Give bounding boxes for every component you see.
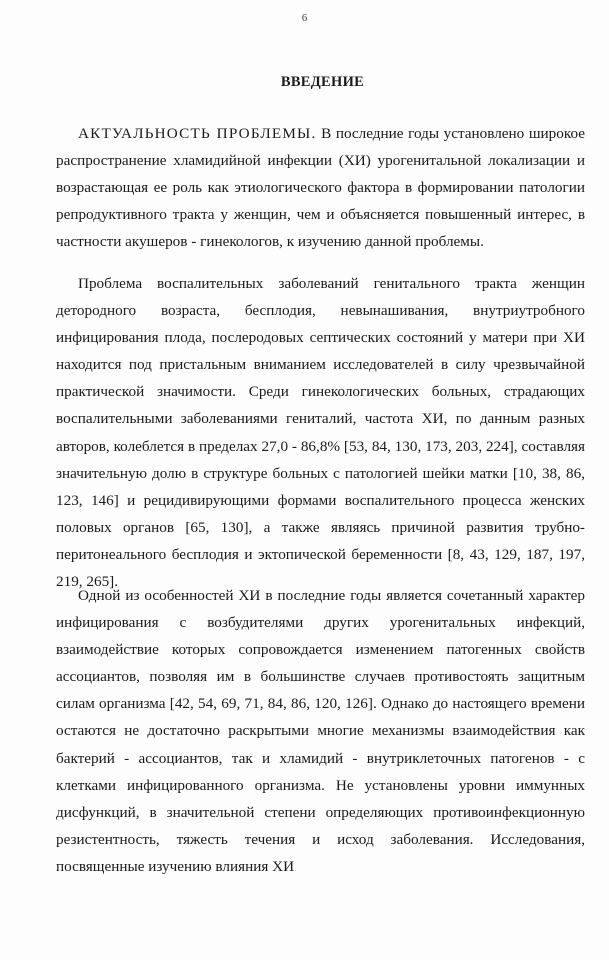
paragraph-mixed-infection xyxy=(56,582,585,880)
section-heading: ВВЕДЕНИЕ xyxy=(280,74,365,90)
paragraph-text: В последние годы установлено широкое распространение хламидийной инфекции (ХИ) урогенитальной локализации и возрастающая ее роль как этиологического фактора в формировании патологии репродуктивного тракта у женщин, чем и объясняется повышенный интерес, в частности акушеров - гинекологов, к изучению данной проблемы. xyxy=(56,125,585,251)
paragraph-relevance xyxy=(56,120,585,255)
page-number: 6 xyxy=(301,12,308,24)
paragraph-text: Проблема воспалительных заболеваний генитального тракта женщин детородного возраста, бесплодия, невынашивания, внутриутробного инфицирования плода, послеродовых септических состояний у матери при ХИ находится под пристальным вниманием исследователей в силу чрезвычайной практической значимости. Среди гинекологических больных, страдающих воспалительными заболеваниями гениталий, частота ХИ, по данным разных авторов, колеблется в пределах 27,0 - 86,8% [53, 84, 130, 173, 203, 224], составляя значительную долю в структуре больных с патологией шейки матки [10, 38, 86, 123, 146] и рецидивирующими формами воспалительного процесса женских половых органов [65, 130], а также являясь причиной развития трубно-перитонеального бесплодия и эктопической беременности [8, 43, 129, 187, 197, 219, 265]. xyxy=(56,275,585,591)
paragraph-text: Одной из особенностей ХИ в последние годы является сочетанный характер инфицирования с возбудителями других урогенитальных инфекций, взаимодействие которых сопровождается изменением патогенных свойств ассоциантов, позволяя им в большинстве случаев противостоять защитным силам организма [42, 54, 69, 71, 84, 86, 120, 126]. Однако до настоящего времени остаются не достаточно раскрытыми многие механизмы взаимодействия как бактерий - ассоциантов, так и хламидий - внутриклеточных патогенов - с клетками инфицированного организма. Не установлены уровни иммунных дисфункций, в значительной степени определяющих противоинфекционную резистентность, тяжесть течения и исход заболевания. Исследования, посвященные изучению влияния ХИ xyxy=(56,587,585,875)
paragraph-inflammatory-diseases xyxy=(56,270,585,595)
paragraph-lead-phrase: АКТУАЛЬНОСТЬ ПРОБЛЕМЫ. xyxy=(78,125,317,142)
